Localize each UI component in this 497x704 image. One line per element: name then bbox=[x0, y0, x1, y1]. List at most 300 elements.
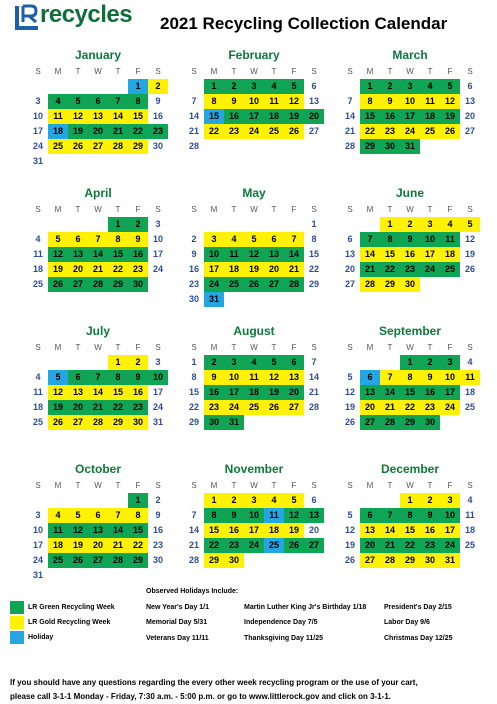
day-cell: 8 bbox=[204, 508, 224, 523]
day-cell: 13 bbox=[360, 523, 380, 538]
day-cell: 13 bbox=[344, 249, 355, 259]
weekday-label: S bbox=[191, 481, 197, 490]
weekday-label: F bbox=[291, 67, 297, 76]
day-cell: 25 bbox=[224, 277, 244, 292]
empty-cell bbox=[148, 154, 168, 169]
empty-cell bbox=[88, 568, 108, 583]
day-cell: 29 bbox=[400, 415, 420, 430]
day-cell: 1 bbox=[108, 355, 128, 370]
day-cell: 16 bbox=[224, 523, 244, 538]
day-cell: 8 bbox=[311, 234, 317, 244]
empty-cell bbox=[148, 568, 168, 583]
month-block bbox=[340, 324, 480, 430]
holiday-item: Independence Day 7/5 bbox=[244, 619, 318, 626]
day-cell: 30 bbox=[204, 415, 224, 430]
day-cell: 14 bbox=[380, 385, 400, 400]
day-cell: 22 bbox=[400, 538, 420, 553]
week-row bbox=[28, 385, 168, 400]
week-row bbox=[28, 247, 168, 262]
empty-cell bbox=[68, 493, 88, 508]
day-cell: 20 bbox=[264, 262, 284, 277]
day-cell: 17 bbox=[152, 387, 163, 397]
day-cell: 25 bbox=[48, 139, 68, 154]
week-row bbox=[28, 493, 168, 508]
day-cell: 21 bbox=[308, 387, 319, 397]
day-cell: 3 bbox=[155, 219, 161, 229]
day-cell: 15 bbox=[360, 109, 380, 124]
day-cell: 13 bbox=[68, 385, 88, 400]
weekday-label: T bbox=[387, 205, 393, 214]
weekday-label: S bbox=[347, 67, 353, 76]
day-cell: 14 bbox=[284, 247, 304, 262]
week-row bbox=[340, 370, 480, 385]
empty-cell bbox=[264, 415, 284, 430]
day-cell: 4 bbox=[224, 232, 244, 247]
week-row bbox=[28, 523, 168, 538]
empty-cell bbox=[28, 355, 48, 370]
weekday-label: S bbox=[311, 205, 317, 214]
day-cell: 30 bbox=[128, 415, 148, 430]
day-cell: 27 bbox=[284, 400, 304, 415]
day-cell: 31 bbox=[400, 139, 420, 154]
weekday-label: S bbox=[467, 343, 473, 352]
empty-cell bbox=[264, 217, 284, 232]
day-cell: 6 bbox=[88, 94, 108, 109]
month-block bbox=[184, 324, 324, 430]
day-cell: 8 bbox=[128, 508, 148, 523]
weekday-label: W bbox=[250, 205, 258, 214]
day-cell: 26 bbox=[344, 417, 355, 427]
day-cell: 20 bbox=[464, 111, 475, 121]
day-cell: 17 bbox=[400, 109, 420, 124]
weekday-label: W bbox=[94, 205, 102, 214]
week-row bbox=[340, 385, 480, 400]
weekday-label: T bbox=[427, 343, 433, 352]
week-row bbox=[184, 370, 324, 385]
day-cell: 29 bbox=[128, 139, 148, 154]
week-row bbox=[184, 109, 324, 124]
empty-cell bbox=[244, 415, 264, 430]
empty-cell bbox=[304, 415, 324, 430]
weekday-header bbox=[28, 64, 168, 79]
week-row bbox=[28, 217, 168, 232]
week-row bbox=[184, 493, 324, 508]
week-row bbox=[28, 415, 168, 430]
weekday-header bbox=[184, 478, 324, 493]
day-cell: 2 bbox=[155, 495, 161, 505]
day-cell: 6 bbox=[88, 508, 108, 523]
day-cell: 3 bbox=[35, 96, 41, 106]
day-cell: 14 bbox=[344, 111, 355, 121]
day-cell: 26 bbox=[344, 555, 355, 565]
empty-cell bbox=[360, 355, 380, 370]
day-cell: 3 bbox=[400, 79, 420, 94]
day-cell: 18 bbox=[440, 247, 460, 262]
week-row bbox=[28, 124, 168, 139]
weekday-label: W bbox=[406, 481, 414, 490]
week-row bbox=[184, 79, 324, 94]
gold-week-swatch bbox=[10, 616, 24, 629]
weekday-label: S bbox=[347, 205, 353, 214]
empty-cell bbox=[68, 217, 88, 232]
day-cell: 9 bbox=[224, 508, 244, 523]
month-name: February bbox=[228, 48, 280, 62]
day-cell: 28 bbox=[108, 139, 128, 154]
day-cell: 6 bbox=[284, 355, 304, 370]
day-cell: 8 bbox=[360, 94, 380, 109]
month-block bbox=[28, 186, 168, 292]
week-row bbox=[340, 523, 480, 538]
day-cell: 31 bbox=[204, 292, 224, 307]
weekday-label: S bbox=[467, 481, 473, 490]
weekday-label: S bbox=[311, 481, 317, 490]
empty-cell bbox=[48, 154, 68, 169]
holiday-item: Thanksgiving Day 11/25 bbox=[244, 635, 323, 642]
month-name: January bbox=[74, 48, 122, 62]
day-cell: 27 bbox=[464, 126, 475, 136]
day-cell: 2 bbox=[148, 79, 168, 94]
day-cell: 1 bbox=[108, 217, 128, 232]
footer-note bbox=[10, 676, 418, 704]
week-row bbox=[340, 493, 480, 508]
day-cell: 19 bbox=[284, 523, 304, 538]
day-cell: 25 bbox=[32, 279, 43, 289]
weekday-label: T bbox=[115, 205, 121, 214]
empty-cell bbox=[48, 217, 68, 232]
weekday-label: F bbox=[447, 481, 453, 490]
day-cell: 25 bbox=[464, 402, 475, 412]
day-cell: 29 bbox=[188, 417, 199, 427]
day-cell: 3 bbox=[440, 355, 460, 370]
empty-cell bbox=[108, 79, 128, 94]
day-cell: 22 bbox=[108, 262, 128, 277]
weekday-label: M bbox=[210, 481, 218, 490]
weekday-header bbox=[340, 340, 480, 355]
day-cell: 27 bbox=[360, 553, 380, 568]
empty-cell bbox=[460, 553, 480, 568]
day-cell: 7 bbox=[347, 96, 353, 106]
day-cell: 9 bbox=[420, 508, 440, 523]
weekday-label: S bbox=[347, 343, 353, 352]
holidays-title: Observed Holidays Include: bbox=[146, 588, 239, 595]
day-cell: 23 bbox=[224, 124, 244, 139]
week-row bbox=[340, 247, 480, 262]
day-cell: 29 bbox=[360, 139, 380, 154]
day-cell: 16 bbox=[380, 109, 400, 124]
weekday-header bbox=[184, 64, 324, 79]
day-cell: 18 bbox=[264, 109, 284, 124]
empty-cell bbox=[460, 277, 480, 292]
day-cell: 12 bbox=[284, 508, 304, 523]
week-row bbox=[184, 262, 324, 277]
day-cell: 15 bbox=[204, 523, 224, 538]
weekday-label: M bbox=[54, 343, 62, 352]
day-cell: 4 bbox=[264, 493, 284, 508]
empty-cell bbox=[304, 553, 324, 568]
month-block bbox=[340, 462, 480, 568]
empty-cell bbox=[304, 292, 324, 307]
day-cell: 1 bbox=[204, 79, 224, 94]
day-cell: 26 bbox=[284, 124, 304, 139]
day-cell: 1 bbox=[311, 219, 317, 229]
holiday-item: New Year's Day 1/1 bbox=[146, 604, 210, 611]
day-cell: 1 bbox=[380, 217, 400, 232]
day-cell: 6 bbox=[68, 370, 88, 385]
weekday-label: F bbox=[135, 343, 141, 352]
day-cell: 20 bbox=[344, 264, 355, 274]
holiday-item: Christmas Day 12/25 bbox=[384, 635, 453, 642]
day-cell: 5 bbox=[48, 370, 68, 385]
day-cell: 13 bbox=[264, 247, 284, 262]
day-cell: 2 bbox=[204, 355, 224, 370]
empty-cell bbox=[28, 217, 48, 232]
empty-cell bbox=[68, 355, 88, 370]
day-cell: 11 bbox=[264, 508, 284, 523]
day-cell: 21 bbox=[360, 262, 380, 277]
day-cell: 5 bbox=[68, 94, 88, 109]
weekday-label: T bbox=[231, 343, 237, 352]
day-cell: 26 bbox=[440, 124, 460, 139]
day-cell: 17 bbox=[32, 126, 43, 136]
day-cell: 14 bbox=[188, 525, 199, 535]
day-cell: 19 bbox=[244, 262, 264, 277]
day-cell: 21 bbox=[284, 262, 304, 277]
weekday-label: W bbox=[250, 67, 258, 76]
empty-cell bbox=[380, 493, 400, 508]
day-cell: 12 bbox=[48, 247, 68, 262]
empty-cell bbox=[340, 355, 360, 370]
day-cell: 10 bbox=[440, 370, 460, 385]
day-cell: 7 bbox=[108, 94, 128, 109]
month-name: March bbox=[392, 48, 428, 62]
day-cell: 2 bbox=[191, 234, 197, 244]
day-cell: 24 bbox=[224, 400, 244, 415]
empty-cell bbox=[460, 139, 480, 154]
day-cell: 31 bbox=[224, 415, 244, 430]
month-name: May bbox=[242, 186, 266, 200]
day-cell: 15 bbox=[128, 109, 148, 124]
week-row bbox=[184, 277, 324, 292]
day-cell: 20 bbox=[68, 400, 88, 415]
day-cell: 11 bbox=[48, 109, 68, 124]
day-cell: 7 bbox=[380, 508, 400, 523]
day-cell: 23 bbox=[380, 124, 400, 139]
logo-wordmark: recycles bbox=[40, 1, 133, 28]
weekday-label: M bbox=[54, 205, 62, 214]
weekday-label: T bbox=[271, 481, 277, 490]
empty-cell bbox=[48, 493, 68, 508]
weekday-label: S bbox=[467, 205, 473, 214]
day-cell: 22 bbox=[308, 264, 319, 274]
weekday-label: T bbox=[231, 205, 237, 214]
week-row bbox=[340, 232, 480, 247]
month-name: October bbox=[74, 462, 121, 476]
day-cell: 19 bbox=[344, 540, 355, 550]
day-cell: 21 bbox=[344, 126, 355, 136]
empty-cell bbox=[88, 79, 108, 94]
weekday-label: T bbox=[115, 67, 121, 76]
holiday-item: Martin Luther King Jr's Birthday 1/18 bbox=[244, 604, 367, 611]
day-cell: 10 bbox=[400, 94, 420, 109]
day-cell: 28 bbox=[308, 402, 319, 412]
day-cell: 2 bbox=[420, 355, 440, 370]
weekday-header bbox=[340, 478, 480, 493]
day-cell: 11 bbox=[224, 247, 244, 262]
day-cell: 20 bbox=[308, 525, 319, 535]
weekday-label: W bbox=[250, 481, 258, 490]
day-cell: 15 bbox=[108, 385, 128, 400]
week-row bbox=[28, 277, 168, 292]
day-cell: 23 bbox=[148, 124, 168, 139]
day-cell: 26 bbox=[48, 277, 68, 292]
day-cell: 3 bbox=[35, 510, 41, 520]
day-cell: 6 bbox=[311, 81, 317, 91]
day-cell: 5 bbox=[284, 79, 304, 94]
day-cell: 26 bbox=[464, 264, 475, 274]
day-cell: 20 bbox=[88, 124, 108, 139]
empty-cell bbox=[244, 139, 264, 154]
day-cell: 3 bbox=[420, 217, 440, 232]
empty-cell bbox=[284, 553, 304, 568]
weekday-label: T bbox=[75, 205, 81, 214]
weekday-label: F bbox=[135, 481, 141, 490]
weekday-label: S bbox=[35, 205, 41, 214]
day-cell: 8 bbox=[191, 372, 197, 382]
empty-cell bbox=[284, 139, 304, 154]
day-cell: 22 bbox=[400, 400, 420, 415]
week-row bbox=[340, 400, 480, 415]
day-cell: 4 bbox=[264, 79, 284, 94]
day-cell: 12 bbox=[244, 247, 264, 262]
week-row bbox=[28, 262, 168, 277]
day-cell: 3 bbox=[244, 493, 264, 508]
day-cell: 22 bbox=[380, 262, 400, 277]
day-cell: 26 bbox=[284, 538, 304, 553]
day-cell: 28 bbox=[188, 141, 199, 151]
day-cell: 23 bbox=[128, 400, 148, 415]
day-cell: 24 bbox=[152, 402, 163, 412]
day-cell: 25 bbox=[464, 540, 475, 550]
day-cell: 21 bbox=[108, 124, 128, 139]
weekday-label: M bbox=[210, 205, 218, 214]
weekday-header bbox=[340, 64, 480, 79]
day-cell: 4 bbox=[467, 357, 473, 367]
day-cell: 19 bbox=[68, 124, 88, 139]
weekday-label: T bbox=[387, 481, 393, 490]
day-cell: 31 bbox=[152, 417, 163, 427]
week-row bbox=[28, 508, 168, 523]
day-cell: 16 bbox=[128, 247, 148, 262]
empty-cell bbox=[380, 355, 400, 370]
weekday-label: S bbox=[311, 67, 317, 76]
weekday-label: S bbox=[155, 343, 161, 352]
week-row bbox=[28, 94, 168, 109]
week-row bbox=[28, 109, 168, 124]
day-cell: 13 bbox=[360, 385, 380, 400]
weekday-label: W bbox=[250, 343, 258, 352]
week-row bbox=[184, 400, 324, 415]
day-cell: 7 bbox=[360, 232, 380, 247]
holiday-item: Memorial Day 5/31 bbox=[146, 619, 208, 626]
day-cell: 28 bbox=[360, 277, 380, 292]
weekday-label: T bbox=[271, 205, 277, 214]
day-cell: 7 bbox=[88, 370, 108, 385]
week-row bbox=[28, 154, 168, 169]
week-row bbox=[340, 124, 480, 139]
day-cell: 4 bbox=[35, 372, 41, 382]
day-cell: 30 bbox=[420, 553, 440, 568]
holiday-item: Labor Day 9/6 bbox=[384, 619, 430, 626]
month-name: September bbox=[378, 324, 442, 338]
day-cell: 19 bbox=[48, 262, 68, 277]
weekday-header bbox=[340, 202, 480, 217]
day-cell: 9 bbox=[128, 370, 148, 385]
day-cell: 1 bbox=[128, 493, 148, 508]
day-cell: 11 bbox=[264, 94, 284, 109]
weekday-label: M bbox=[366, 481, 374, 490]
day-cell: 31 bbox=[32, 570, 43, 580]
day-cell: 14 bbox=[88, 247, 108, 262]
weekday-label: W bbox=[94, 343, 102, 352]
day-cell: 14 bbox=[108, 109, 128, 124]
weekday-label: W bbox=[94, 481, 102, 490]
week-row bbox=[184, 385, 324, 400]
day-cell: 23 bbox=[420, 538, 440, 553]
day-cell: 28 bbox=[188, 555, 199, 565]
day-cell: 23 bbox=[420, 400, 440, 415]
day-cell: 4 bbox=[440, 217, 460, 232]
day-cell: 25 bbox=[244, 400, 264, 415]
day-cell: 7 bbox=[191, 96, 197, 106]
day-cell: 22 bbox=[128, 538, 148, 553]
month-block bbox=[28, 462, 168, 583]
day-cell: 10 bbox=[420, 232, 440, 247]
day-cell: 17 bbox=[224, 385, 244, 400]
day-cell: 8 bbox=[108, 232, 128, 247]
day-cell: 24 bbox=[440, 400, 460, 415]
day-cell: 16 bbox=[400, 247, 420, 262]
day-cell: 11 bbox=[465, 510, 475, 520]
day-cell: 7 bbox=[88, 232, 108, 247]
day-cell: 4 bbox=[48, 94, 68, 109]
week-row bbox=[340, 109, 480, 124]
day-cell: 23 bbox=[400, 262, 420, 277]
week-row bbox=[184, 523, 324, 538]
day-cell: 24 bbox=[32, 141, 43, 151]
day-cell: 18 bbox=[32, 264, 43, 274]
day-cell: 4 bbox=[420, 79, 440, 94]
day-cell: 21 bbox=[380, 538, 400, 553]
day-cell: 25 bbox=[440, 262, 460, 277]
day-cell: 14 bbox=[308, 372, 319, 382]
weekday-label: T bbox=[231, 67, 237, 76]
day-cell: 16 bbox=[152, 525, 163, 535]
day-cell: 10 bbox=[152, 234, 163, 244]
empty-cell bbox=[128, 568, 148, 583]
day-cell: 14 bbox=[108, 523, 128, 538]
day-cell: 1 bbox=[128, 79, 148, 94]
footer-line: please call 3-1-1 Monday - Friday, 7:30 a.m. - 5:00 p.m. or go to www.littlerock.gov and click on 3-1-1. bbox=[10, 692, 391, 701]
day-cell: 21 bbox=[108, 538, 128, 553]
month-block bbox=[184, 186, 324, 307]
day-cell: 9 bbox=[191, 249, 197, 259]
month-name: August bbox=[233, 324, 275, 338]
week-row bbox=[184, 139, 324, 154]
day-cell: 1 bbox=[400, 493, 420, 508]
day-cell: 22 bbox=[188, 402, 199, 412]
day-cell: 21 bbox=[188, 126, 199, 136]
empty-cell bbox=[88, 355, 108, 370]
